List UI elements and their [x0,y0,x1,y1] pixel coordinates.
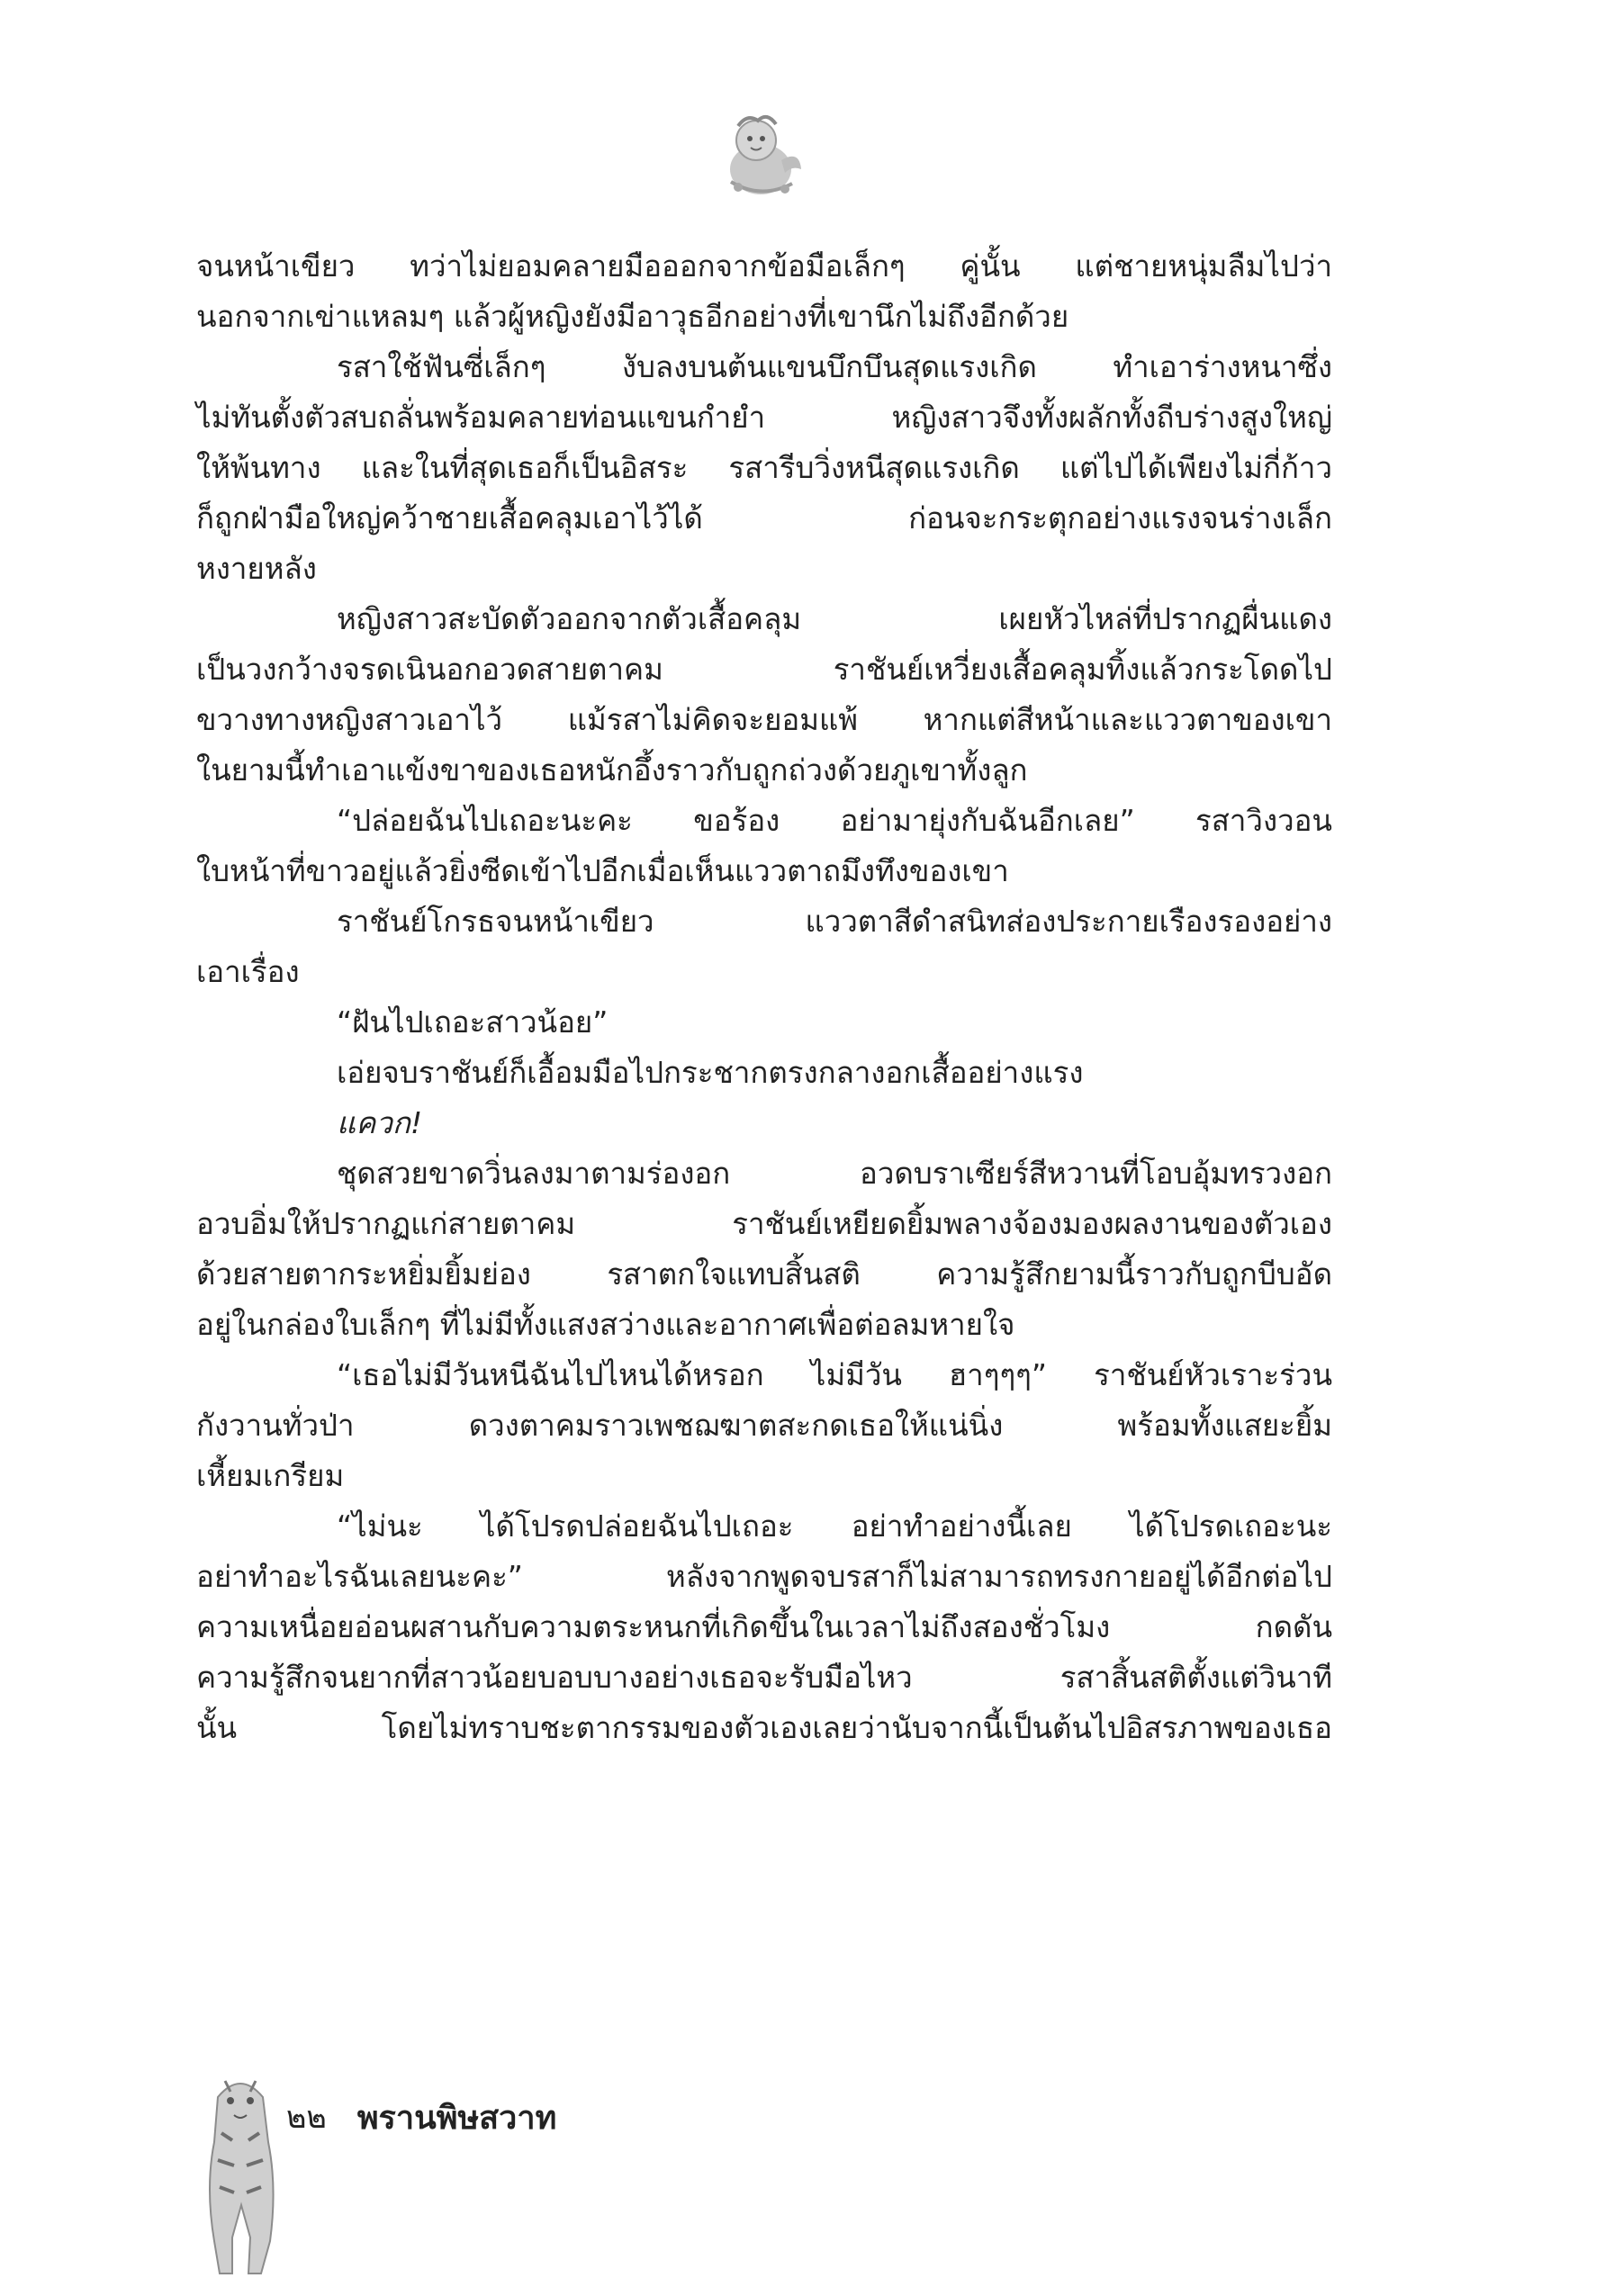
text-line: เป็นวงกว้างจรดเนินอกอวดสายตาคม ราชันย์เหวี่ยงเสื้อคลุมทิ้งแล้วกระโดดไป [196,652,1332,687]
text-line: เหี้ยมเกรียม [196,1458,345,1493]
text-line: ขวางทางหญิงสาวเอาไว้ แม้รสาไม่คิดจะยอมแพ้ หากแต่สีหน้าและแววตาของเขา [196,702,1332,737]
text-line: อยู่ในกล่องใบเล็กๆ ที่ไม่มีทั้งแสงสว่างและอากาศเพื่อต่อลมหายใจ [196,1307,1015,1342]
text-line: อวบอิ่มให้ปรากฏแก่สายตาคม ราชันย์เหยียดยิ้มพลางจ้องมองผลงานของตัวเอง [196,1206,1332,1241]
text-line: ไม่ทันตั้งตัวสบถลั่นพร้อมคลายท่อนแขนกำยำ หญิงสาวจึงทั้งผลักทั้งถีบร่างสูงใหญ่ [196,400,1332,435]
body-text [196,241,1332,1753]
text-line: “ไม่นะ ได้โปรดปล่อยฉันไปเถอะ อย่าทำอย่างนี้เลย ได้โปรดเถอะนะ [337,1508,1332,1544]
page-footer [286,2090,556,2144]
text-line: จนหน้าเขียว ทว่าไม่ยอมคลายมือออกจากข้อมือเล็กๆ คู่นั้น แต่ชายหนุ่มลืมไปว่า [196,248,1332,284]
text-line: ใบหน้าที่ขาวอยู่แล้วยิ่งซีดเข้าไปอีกเมื่อเห็นแววตาถมึงทึงของเขา [196,853,1009,888]
text-line: หญิงสาวสะบัดตัวออกจากตัวเสื้อคลุม เผยหัวไหล่ที่ปรากฏผื่นแดง [337,601,1332,636]
text-line: ด้วยสายตากระหยิ่มยิ้มย่อง รสาตกใจแทบสิ้นสติ ความรู้สึกยามนี้ราวกับถูกบีบอัด [196,1256,1332,1292]
text-line: นอกจากเข่าแหลมๆ แล้วผู้หญิงยังมีอาวุธอีกอย่างที่เขานึกไม่ถึงอีกด้วย [196,299,1069,334]
cherub-ornament-icon [711,106,810,205]
text-line: แควก! [337,1105,423,1140]
text-line: ชุดสวยขาดวิ่นลงมาตามร่องอก อวดบราเซียร์สีหวานที่โอบอุ้มทรวงอก [337,1156,1332,1191]
text-line: กังวานทั่วป่า ดวงตาคมราวเพชฌฆาตสะกดเธอให้แน่นิ่ง พร้อมทั้งแสยะยิ้ม [196,1408,1332,1443]
text-line: เอ่ยจบราชันย์ก็เอื้อมมือไปกระชากตรงกลางอกเสื้ออย่างแรง [337,1055,1084,1090]
text-line: หงายหลัง [196,551,317,586]
text-line: ให้พ้นทาง และในที่สุดเธอก็เป็นอิสระ รสารีบวิ่งหนีสุดแรงเกิด แต่ไปได้เพียงไม่กี่ก้าว [196,450,1332,485]
text-line: เอาเรื่อง [196,954,300,989]
text-line: “ปล่อยฉันไปเถอะนะคะ ขอร้อง อย่ามายุ่งกับฉันอีกเลย” รสาวิงวอน [337,803,1332,838]
text-line: นั้น โดยไม่ทราบชะตากรรมของตัวเองเลยว่านับจากนี้เป็นต้นไปอิสรภาพของเธอ [196,1710,1332,1745]
text-line: ราชันย์โกรธจนหน้าเขียว แววตาสีดำสนิทส่องประกายเรืองรองอย่าง [337,904,1332,939]
page-number: ๒๒ [286,2100,327,2136]
tiger-icon [191,2061,290,2277]
text-line: ความรู้สึกจนยากที่สาวน้อยบอบบางอย่างเธอจะรับมือไหว รสาสิ้นสติตั้งแต่วินาที [196,1660,1332,1695]
text-line: รสาใช้ฟันซี่เล็กๆ งับลงบนต้นแขนบึกบึนสุดแรงเกิด ทำเอาร่างหนาซึ่ง [337,349,1332,384]
text-line: “ฝันไปเถอะสาวน้อย” [337,1004,609,1040]
text-line: ความเหนื่อยอ่อนผสานกับความตระหนกที่เกิดขึ้นในเวลาไม่ถึงสองชั่วโมง กดดัน [196,1609,1332,1644]
text-line: “เธอไม่มีวันหนีฉันไปไหนได้หรอก ไม่มีวัน ฮาๆๆๆ” ราชันย์หัวเราะร่วน [337,1357,1332,1392]
text-line: ก็ถูกฝ่ามือใหญ่คว้าชายเสื้อคลุมเอาไว้ได้ ก่อนจะกระตุกอย่างแรงจนร่างเล็ก [196,500,1332,536]
text-line: อย่าทำอะไรฉันเลยนะคะ” หลังจากพูดจบรสาก็ไม่สามารถทรงกายอยู่ได้อีกต่อไป [196,1559,1332,1594]
text-line: ในยามนี้ทำเอาแข้งขาของเธอหนักอึ้งราวกับถูกถ่วงด้วยภูเขาทั้งลูก [196,752,1028,788]
book-title: พรานพิษสวาท [356,2099,557,2137]
